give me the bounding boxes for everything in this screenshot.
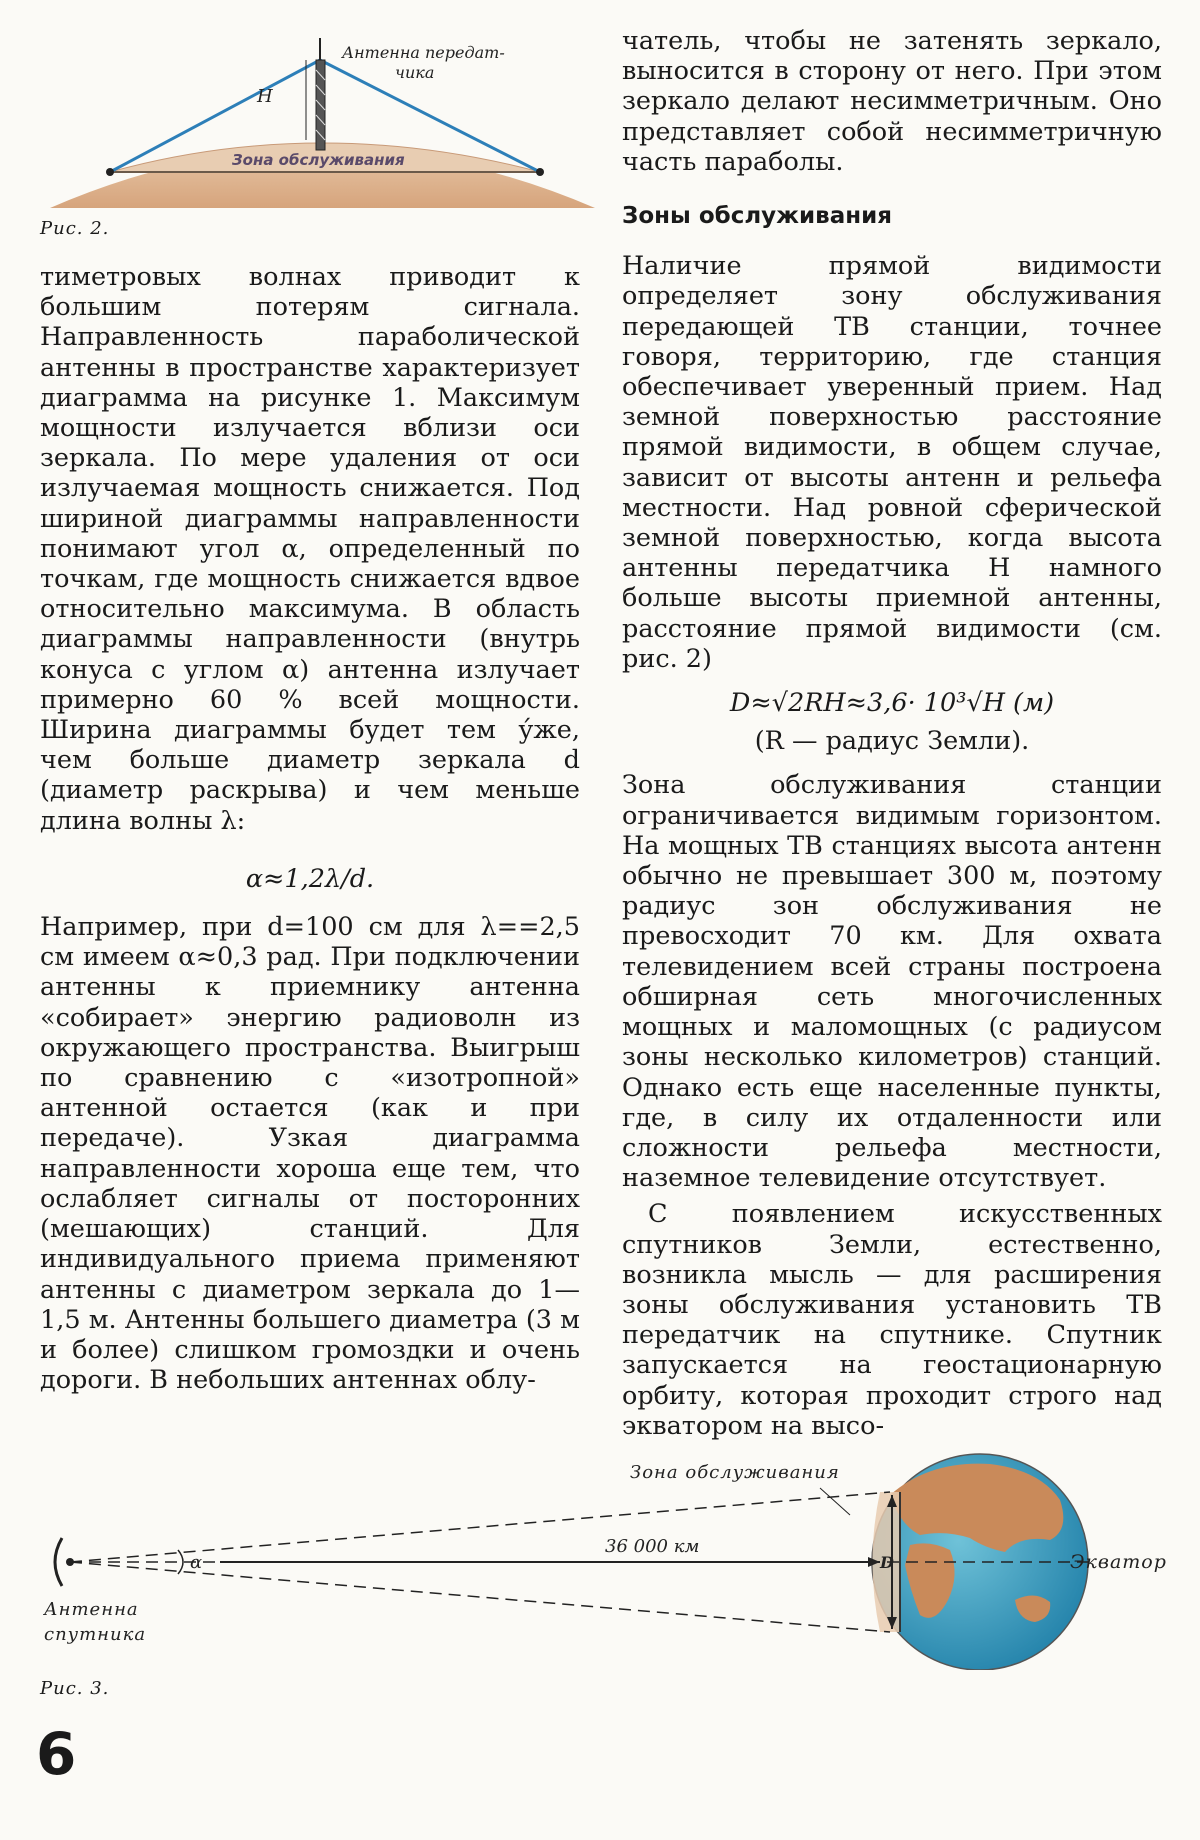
height-label: H	[257, 86, 273, 107]
right-paragraph-3: Зона обслуживания станции ограничивается видимым горизонтом. На мощных ТВ станциях высота антенн обычно не превышает 300 м, поэтому радиус зон обслуживания не превосходит 70 км. Для охвата телевидением всей страны построена обширная сеть многочисленных мощных и маломощных (с радиусом зоны несколько километров) станций. Однако есть еще населенные пункты, где, в силу их отдаленности или сложности рельефа местности, наземное телевидение отсутствует.	[622, 770, 1162, 1194]
figure-2-diagram	[40, 30, 600, 220]
left-paragraph-2: Например, при d=100 см для λ==2,5 см имеем α≈0,3 рад. При подключении антенны к приемнику антенна «собирает» энергию радиоволн из окружающего пространства. Выигрыш по сравнению с «изотропной» антенной остается (как и при передаче). Узкая диаграмма направленности хороша еще тем, что ослабляет сигналы от посторонних (мешающих) станций. Для индивидуального приема применяют антенны с диаметром зеркала до 1—1,5 м. Антенны большего диаметра (3 м и более) слишком громоздки и очень дороги. В небольших антеннах облу-	[40, 912, 580, 1396]
alpha-label: α	[190, 1552, 203, 1573]
distance-formula: D≈√2RH≈3,6· 10³√H (м)	[729, 688, 1055, 719]
formula-note: (R — радиус Земли).	[754, 726, 1030, 757]
right-paragraph-4: С появлением искусственных спутников Земли, естественно, возникла мысль — для расширения зоны обслуживания установить ТВ передатчик на спутнике. Спутник запускается на геостационарную орбиту, которая проходит строго над экватором на высо-	[622, 1199, 1162, 1441]
distance-label: 36 000 км	[605, 1536, 700, 1557]
zone-label: Зона обслуживания	[630, 1462, 840, 1483]
antenna-label-line2: спутника	[44, 1624, 147, 1645]
alpha-arc	[178, 1550, 183, 1574]
right-paragraph-2: Наличие прямой видимости определяет зону обслуживания передающей ТВ станции, точнее говоря, территорию, где станция обеспечивает уверенный прием. Над земной поверхностью расстояние прямой видимости, в общем случае, зависит от высоты антенн и рельефа местности. Над ровной сферической земной поверхностью, когда высота антенны передатчика H намного больше высоты приемной антенны, расстояние прямой видимости (см. рис. 2)	[622, 251, 1162, 674]
figure-3-caption: Рис. 3.	[40, 1678, 110, 1699]
satellite-antenna	[55, 1538, 62, 1586]
figure-3-diagram	[30, 1440, 1180, 1670]
diameter-label: D	[880, 1553, 894, 1572]
antenna-label-line1: Антенна передат-	[342, 43, 505, 62]
antenna-label-line2: чика	[395, 63, 435, 82]
equator-label: Экватор	[1070, 1551, 1167, 1573]
section-heading: Зоны обслуживания	[622, 203, 893, 230]
right-paragraph-1: чатель, чтобы не затенять зеркало, выносится в сторону от него. При этом зеркало делают несимметричным. Оно представляет собой несимметричную часть параболы.	[622, 26, 1162, 177]
left-paragraph-1: тиметровых волнах приводит к большим потерям сигнала. Направленность параболической антенны в пространстве характеризует диаграмма на рисунке 1. Максимум мощности излучается вблизи оси зеркала. По мере удаления от оси излучаемая мощность снижается. Под шириной диаграммы направленности понимают угол α, определенный по точкам, где мощность снижается вдвое относительно максимума. В область диаграммы направленности (внутрь конуса с углом α) антенна излучает примерно 60 % всей мощности. Ширина диаграммы будет тем у́же, чем больше диаметр зеркала d (диаметр раскрыва) и чем меньше длина волны λ:	[40, 262, 580, 836]
figure-2-caption: Рис. 2.	[40, 218, 110, 239]
alpha-formula: α≈1,2λ/d.	[245, 863, 375, 894]
page-number: 6	[36, 1720, 77, 1788]
zone-label: Зона обслуживания	[232, 151, 405, 169]
right-column	[622, 26, 1162, 1441]
horizon-point-left	[106, 168, 114, 176]
antenna-label-line1: Антенна	[44, 1599, 139, 1620]
left-column	[40, 262, 580, 1395]
horizon-point-right	[536, 168, 544, 176]
